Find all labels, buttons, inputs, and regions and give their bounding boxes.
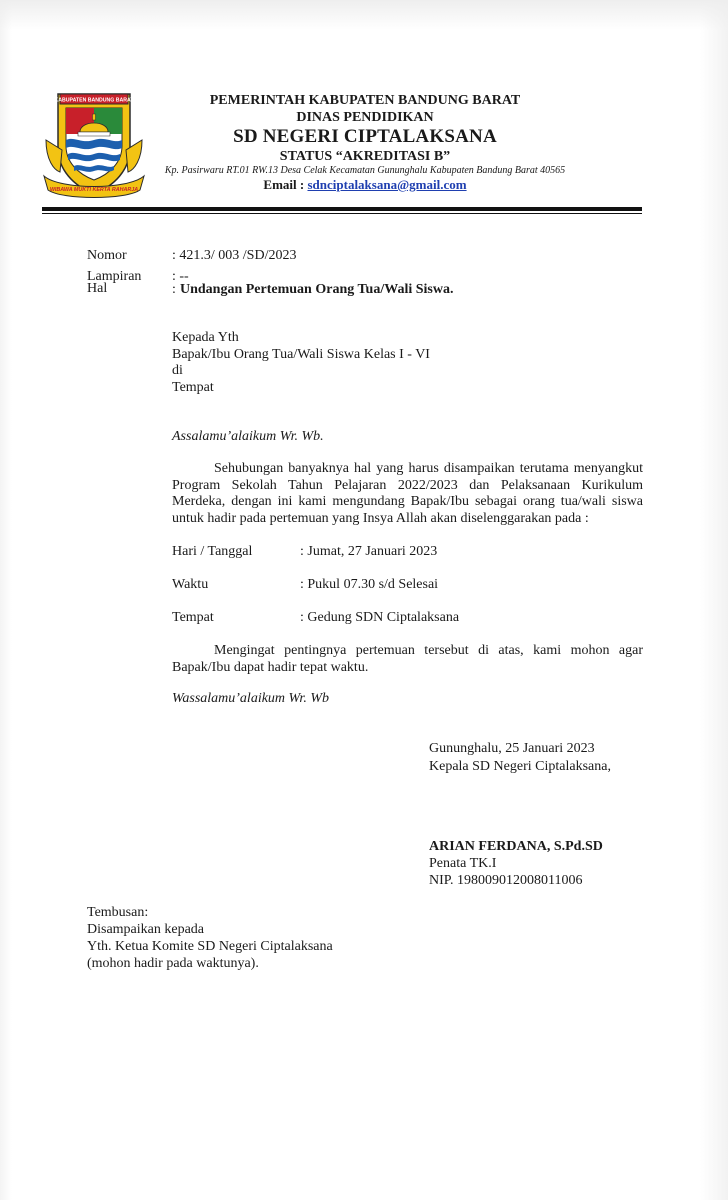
opening-greeting: Assalamu’alaikum Wr. Wb.	[172, 429, 324, 444]
letterhead-government: PEMERINTAH KABUPATEN BANDUNG BARAT	[209, 93, 521, 108]
recipient-line-1: Kepada Yth	[172, 330, 239, 345]
body-paragraph-2: Mengingat pentingnya pertemuan tersebut di atas, kami mohon agar Bapak/Ibu dapat hadir tepat waktu.	[172, 643, 643, 675]
hal-colon: :	[172, 282, 176, 297]
detail-day-label: Hari / Tanggal	[172, 544, 253, 559]
tembusan-title: Tembusan:	[87, 905, 149, 920]
lampiran-value: : --	[172, 269, 189, 284]
body-paragraph-1: Sehubungan banyaknya hal yang harus disampaikan terutama menyangkut Program Sekolah Tahun Pelajaran 2022/2023 dan Pelaksanaan Kurikulum Merdeka, dengan ini kami mengundang Bapak/Ibu sebagai orang tua/wali siswa untuk hadir pada pertemuan yang Insya Allah akan diselenggarakan pada :	[172, 461, 643, 526]
signature-place-date: Gununghalu, 25 Januari 2023	[429, 741, 595, 756]
signature-name: ARIAN FERDANA, S.Pd.SD	[429, 839, 603, 854]
lampiran-label: Lampiran	[87, 269, 142, 284]
signature-rank: Penata TK.I	[429, 856, 497, 871]
letterhead-email-line	[150, 177, 580, 193]
closing-greeting: Wassalamu’alaikum Wr. Wb	[172, 691, 329, 706]
letterhead-school-name: SD NEGERI CIPTALAKSANA	[233, 126, 497, 147]
regency-emblem-logo	[40, 90, 148, 198]
logo-top-text: KABUPATEN BANDUNG BARAT	[54, 97, 134, 104]
email-link[interactable]: sdnciptalaksana@gmail.com	[307, 177, 467, 192]
letterhead-divider-thin	[42, 213, 642, 214]
nomor-value: : 421.3/ 003 /SD/2023	[172, 248, 297, 263]
logo-motto-text: WIBAWA MUKTI KERTA RAHARJA	[49, 187, 139, 193]
recipient-line-4: Tempat	[172, 380, 214, 395]
hal-label: Hal	[87, 281, 108, 296]
tembusan-line-3: (mohon hadir pada waktunya).	[87, 956, 259, 971]
email-label: Email :	[263, 177, 308, 192]
hal-value: Undangan Pertemuan Orang Tua/Wali Siswa.	[180, 282, 454, 297]
letterhead-accreditation: STATUS “AKREDITASI B”	[279, 149, 451, 164]
nomor-label: Nomor	[87, 248, 127, 263]
detail-place-label: Tempat	[172, 610, 214, 625]
letterhead-address: Kp. Pasirwaru RT.01 RW.13 Desa Celak Kecamatan Gununghalu Kabupaten Bandung Barat 40565	[164, 165, 566, 176]
detail-day-value: : Jumat, 27 Januari 2023	[300, 544, 438, 559]
letterhead-department: DINAS PENDIDIKAN	[296, 110, 434, 125]
recipient-line-3: di	[172, 363, 183, 378]
page-shadow	[0, 0, 728, 30]
signature-nip: NIP. 198009012008011006	[429, 873, 583, 888]
detail-time-label: Waktu	[172, 577, 209, 592]
tembusan-line-1: Disampaikan kepada	[87, 922, 205, 937]
detail-place-value: : Gedung SDN Ciptalaksana	[300, 610, 460, 625]
detail-time-value: : Pukul 07.30 s/d Selesai	[300, 577, 439, 592]
letterhead-divider-thick	[42, 207, 642, 211]
signature-position: Kepala SD Negeri Ciptalaksana,	[429, 759, 611, 774]
recipient-line-2: Bapak/Ibu Orang Tua/Wali Siswa Kelas I - VI	[172, 347, 430, 362]
tembusan-line-2: Yth. Ketua Komite SD Negeri Ciptalaksana	[87, 939, 333, 954]
